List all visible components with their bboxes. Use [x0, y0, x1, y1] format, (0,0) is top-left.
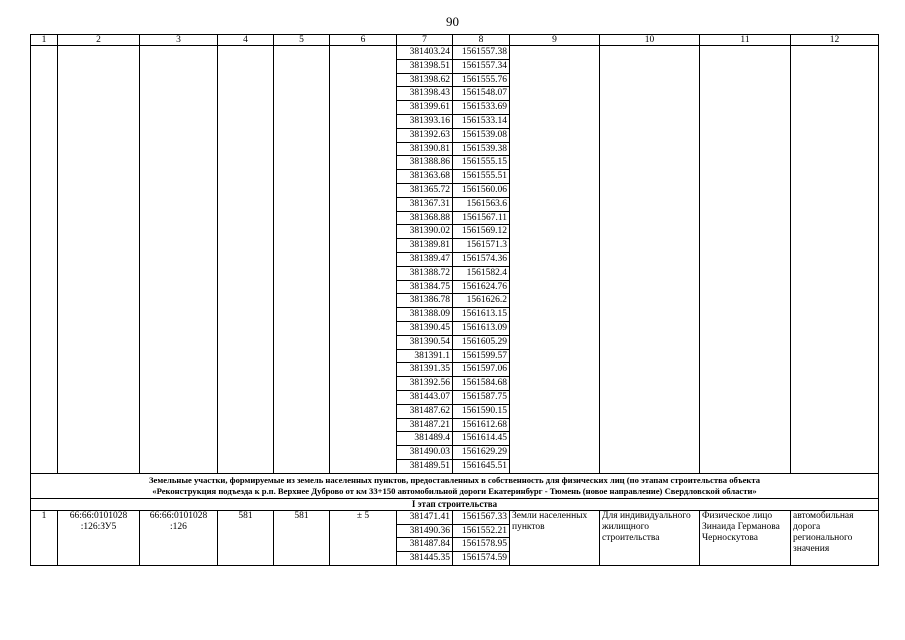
coord-y: 1561563.6 [453, 197, 510, 211]
purpose: автомобильная дорога регионального значения [791, 510, 879, 565]
coord-x: 381365.72 [397, 183, 453, 197]
empty-cell [58, 46, 140, 474]
coord-y: 1561645.51 [453, 459, 510, 473]
coord-x: 381389.47 [397, 252, 453, 266]
coord-x: 381392.56 [397, 377, 453, 391]
coord-x: 381403.24 [397, 46, 453, 60]
coord-x: 381487.21 [397, 418, 453, 432]
coord-y: 1561571.3 [453, 239, 510, 253]
coord-y: 1561626.2 [453, 294, 510, 308]
coord-x: 381388.72 [397, 266, 453, 280]
coord-x: 381489.51 [397, 459, 453, 473]
owner: Физическое лицо Зинаида Германова Черноскутова [700, 510, 791, 565]
coord-x: 381389.81 [397, 239, 453, 253]
empty-cell [700, 46, 791, 474]
coord-y: 1561557.34 [453, 59, 510, 73]
empty-cell [330, 46, 397, 474]
coord-y: 1561555.76 [453, 73, 510, 87]
coord-y: 1561552.21 [453, 524, 510, 538]
page-number: 90 [446, 14, 459, 29]
area-value: 581 [218, 510, 274, 565]
coord-y: 1561590.15 [453, 404, 510, 418]
coord-x: 381393.16 [397, 114, 453, 128]
coord-x: 381391.1 [397, 349, 453, 363]
coordinate-row [31, 46, 879, 60]
empty-cell [600, 46, 700, 474]
coord-x: 381392.63 [397, 128, 453, 142]
coord-y: 1561569.12 [453, 225, 510, 239]
column-header: 7 [397, 35, 453, 46]
coord-x: 381443.07 [397, 390, 453, 404]
coord-y: 1561612.68 [453, 418, 510, 432]
area-tolerance: ± 5 [330, 510, 397, 565]
coord-x: 381398.43 [397, 87, 453, 101]
coord-y: 1561567.33 [453, 510, 510, 524]
coord-x: 381489.4 [397, 432, 453, 446]
column-number-row [31, 35, 879, 46]
coord-y: 1561584.68 [453, 377, 510, 391]
column-header: 8 [453, 35, 510, 46]
permitted-use: Для индивидуального жилищного строительства [600, 510, 700, 565]
coord-x: 381445.35 [397, 552, 453, 566]
coord-x: 381398.51 [397, 59, 453, 73]
coord-x: 381384.75 [397, 280, 453, 294]
stage-heading: I этап строительства [31, 498, 879, 510]
coord-x: 381388.09 [397, 308, 453, 322]
area-value: 581 [274, 510, 330, 565]
coord-x: 381487.62 [397, 404, 453, 418]
coord-y: 1561578.95 [453, 538, 510, 552]
record-coordinate-row [31, 510, 879, 524]
coord-y: 1561599.57 [453, 349, 510, 363]
coord-x: 381368.88 [397, 211, 453, 225]
coord-y: 1561605.29 [453, 335, 510, 349]
coord-x: 381487.84 [397, 538, 453, 552]
coord-x: 381490.36 [397, 524, 453, 538]
coord-y: 1561548.07 [453, 87, 510, 101]
coord-x: 381399.61 [397, 101, 453, 115]
column-header: 2 [58, 35, 140, 46]
column-header: 1 [31, 35, 58, 46]
column-header: 3 [140, 35, 218, 46]
coord-x: 381367.31 [397, 197, 453, 211]
coord-y: 1561533.14 [453, 114, 510, 128]
empty-cell [791, 46, 879, 474]
coord-y: 1561560.06 [453, 183, 510, 197]
coord-x: 381388.86 [397, 156, 453, 170]
land-plots-table [30, 34, 879, 566]
coord-x: 381391.35 [397, 363, 453, 377]
coord-x: 381490.03 [397, 446, 453, 460]
coord-y: 1561539.38 [453, 142, 510, 156]
coord-y: 1561624.76 [453, 280, 510, 294]
coord-y: 1561533.69 [453, 101, 510, 115]
coord-y: 1561555.51 [453, 170, 510, 184]
coord-x: 381390.81 [397, 142, 453, 156]
column-header: 12 [791, 35, 879, 46]
coord-y: 1561629.29 [453, 446, 510, 460]
section-heading-line-1: Земельные участки, формируемые из земель населенных пунктов, предоставленных в собственность для физических лиц (по этапам строительства объекта [148, 474, 760, 485]
coord-y: 1561613.09 [453, 321, 510, 335]
coord-x: 381363.68 [397, 170, 453, 184]
coord-y: 1561614.45 [453, 432, 510, 446]
empty-cell [218, 46, 274, 474]
empty-cell [140, 46, 218, 474]
column-header: 11 [700, 35, 791, 46]
coord-x: 381390.45 [397, 321, 453, 335]
coord-x: 381471.41 [397, 510, 453, 524]
section-heading-line-2: «Реконструкция подъезда к р.п. Верхнее Дуброво от км 33+150 автомобильной дороги Екатеринбург - Тюмень (новое направление) Свердловской области» [152, 485, 757, 496]
coord-y: 1561539.08 [453, 128, 510, 142]
record-number: 1 [31, 510, 58, 565]
column-header: 10 [600, 35, 700, 46]
source-cadastral-number: 66:66:0101028 :126 [140, 510, 218, 565]
new-cadastral-number: 66:66:0101028 :126:ЗУ5 [58, 510, 140, 565]
coord-x: 381398.62 [397, 73, 453, 87]
empty-cell [274, 46, 330, 474]
coord-x: 381390.02 [397, 225, 453, 239]
coord-y: 1561567.11 [453, 211, 510, 225]
coord-y: 1561557.38 [453, 46, 510, 60]
section-heading [31, 473, 879, 498]
coord-y: 1561574.59 [453, 552, 510, 566]
coord-y: 1561555.15 [453, 156, 510, 170]
land-category: Земли населенных пунктов [510, 510, 600, 565]
column-header: 4 [218, 35, 274, 46]
coord-y: 1561574.36 [453, 252, 510, 266]
column-header: 9 [510, 35, 600, 46]
empty-cell [510, 46, 600, 474]
empty-cell [31, 46, 58, 474]
coord-y: 1561597.06 [453, 363, 510, 377]
stage-heading-row [31, 498, 879, 510]
coord-x: 381390.54 [397, 335, 453, 349]
coord-y: 1561613.15 [453, 308, 510, 322]
column-header: 5 [274, 35, 330, 46]
section-heading-row [31, 473, 879, 498]
coord-y: 1561582.4 [453, 266, 510, 280]
coord-y: 1561587.75 [453, 390, 510, 404]
column-header: 6 [330, 35, 397, 46]
coord-x: 381386.78 [397, 294, 453, 308]
